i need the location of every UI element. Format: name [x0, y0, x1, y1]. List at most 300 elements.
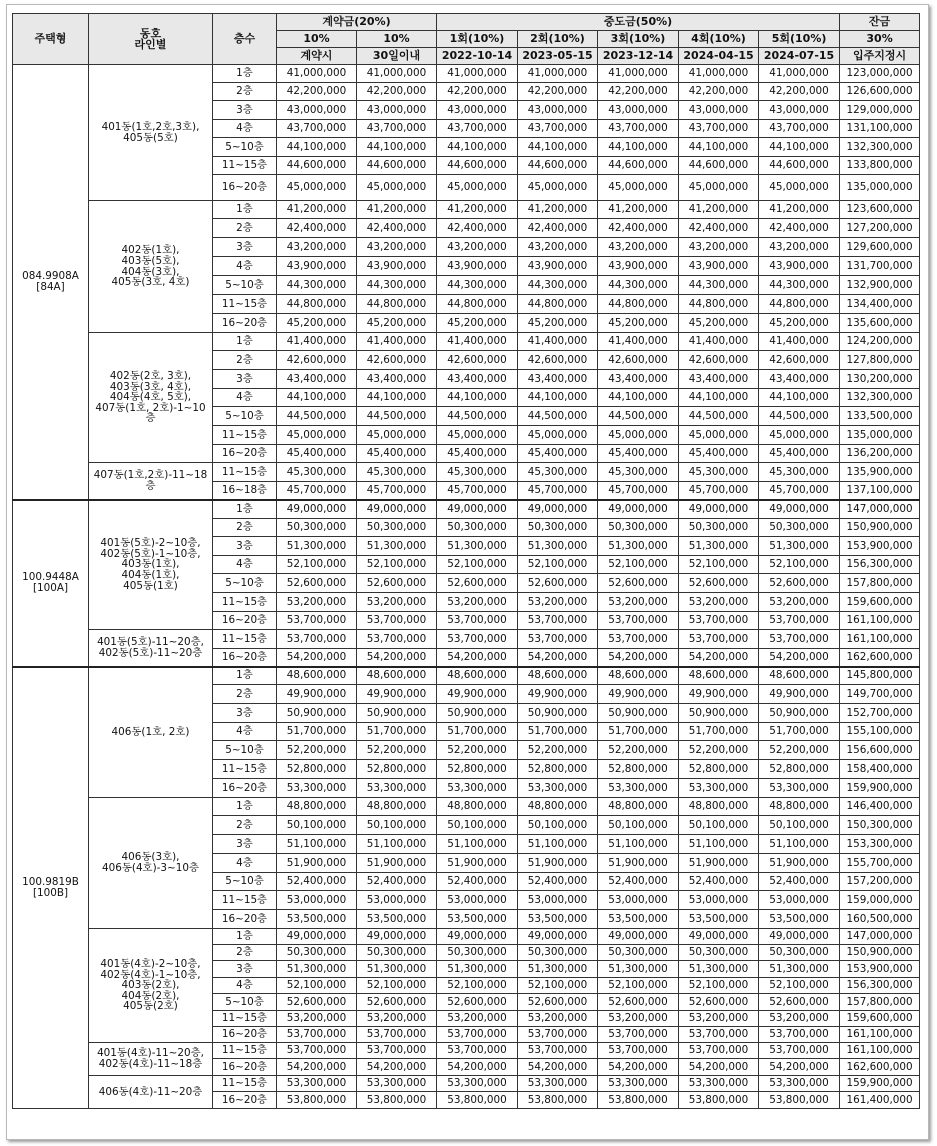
- amount-cell: 41,200,000: [277, 201, 357, 219]
- amount-cell: 42,400,000: [518, 219, 598, 238]
- amount-cell: 53,500,000: [518, 910, 598, 929]
- amount-cell: 50,900,000: [679, 704, 759, 723]
- floor-cell: 4층: [213, 556, 277, 574]
- floor-cell: 11~15층: [213, 1076, 277, 1092]
- floor-cell: 11~15층: [213, 1043, 277, 1059]
- amount-cell: 45,400,000: [598, 445, 679, 463]
- amount-cell: 51,700,000: [437, 723, 518, 741]
- amount-cell: 53,800,000: [598, 1092, 679, 1109]
- amount-cell: 44,500,000: [437, 407, 518, 426]
- amount-cell: 150,900,000: [840, 519, 920, 537]
- amount-cell: 41,200,000: [679, 201, 759, 219]
- amount-cell: 44,100,000: [277, 138, 357, 157]
- amount-cell: 53,800,000: [518, 1092, 598, 1109]
- amount-cell: 52,600,000: [437, 994, 518, 1011]
- amount-cell: 44,800,000: [759, 295, 840, 314]
- amount-cell: 43,200,000: [598, 238, 679, 257]
- amount-cell: 53,700,000: [277, 630, 357, 649]
- amount-cell: 53,800,000: [679, 1092, 759, 1109]
- amount-cell: 153,300,000: [840, 835, 920, 854]
- amount-cell: 52,400,000: [277, 873, 357, 891]
- amount-cell: 44,300,000: [277, 276, 357, 295]
- amount-cell: 44,800,000: [679, 295, 759, 314]
- table-row: [13, 201, 920, 219]
- amount-cell: 53,300,000: [437, 779, 518, 798]
- amount-cell: 52,600,000: [357, 994, 437, 1011]
- amount-cell: 45,300,000: [437, 463, 518, 482]
- building-line-cell: 407동(1호,2호)-11~18층: [89, 463, 213, 500]
- amount-cell: 49,900,000: [759, 685, 840, 704]
- floor-cell: 5~10층: [213, 873, 277, 891]
- amount-cell: 127,200,000: [840, 219, 920, 238]
- header-timing: 2022-10-14: [437, 48, 518, 65]
- amount-cell: 127,800,000: [840, 351, 920, 370]
- amount-cell: 43,200,000: [679, 238, 759, 257]
- floor-cell: 11~15층: [213, 426, 277, 445]
- amount-cell: 52,800,000: [598, 760, 679, 779]
- amount-cell: 41,200,000: [598, 201, 679, 219]
- header-pct: 2회(10%): [518, 31, 598, 48]
- building-line-cell: 401동(4호)-2~10층, 402동(4호)-1~10층, 403동(2호), 404동(2호), 405동(2호): [89, 929, 213, 1043]
- amount-cell: 45,700,000: [598, 482, 679, 500]
- amount-cell: 41,200,000: [357, 201, 437, 219]
- amount-cell: 50,300,000: [357, 945, 437, 961]
- amount-cell: 51,300,000: [598, 961, 679, 978]
- amount-cell: 44,800,000: [357, 295, 437, 314]
- floor-cell: 1층: [213, 667, 277, 685]
- amount-cell: 42,600,000: [357, 351, 437, 370]
- amount-cell: 52,600,000: [759, 994, 840, 1011]
- amount-cell: 45,000,000: [679, 175, 759, 201]
- floor-cell: 16~20층: [213, 649, 277, 667]
- building-line-cell: 406동(1호, 2호): [89, 667, 213, 798]
- amount-cell: 53,700,000: [679, 1027, 759, 1043]
- amount-cell: 51,700,000: [679, 723, 759, 741]
- amount-cell: 159,000,000: [840, 891, 920, 910]
- amount-cell: 53,200,000: [679, 1011, 759, 1027]
- amount-cell: 52,100,000: [679, 556, 759, 574]
- amount-cell: 41,000,000: [598, 65, 679, 83]
- amount-cell: 49,000,000: [679, 929, 759, 945]
- amount-cell: 159,600,000: [840, 593, 920, 612]
- amount-cell: 133,800,000: [840, 157, 920, 175]
- amount-cell: 44,600,000: [437, 157, 518, 175]
- floor-cell: 2층: [213, 945, 277, 961]
- amount-cell: 51,300,000: [518, 961, 598, 978]
- amount-cell: 53,500,000: [437, 910, 518, 929]
- amount-cell: 45,300,000: [518, 463, 598, 482]
- amount-cell: 49,000,000: [277, 929, 357, 945]
- amount-cell: 162,600,000: [840, 649, 920, 667]
- amount-cell: 50,100,000: [357, 816, 437, 835]
- floor-cell: 1층: [213, 929, 277, 945]
- amount-cell: 49,000,000: [598, 500, 679, 519]
- amount-cell: 43,700,000: [277, 120, 357, 138]
- amount-cell: 44,100,000: [437, 389, 518, 407]
- amount-cell: 53,300,000: [518, 1076, 598, 1092]
- amount-cell: 44,100,000: [357, 389, 437, 407]
- amount-cell: 41,000,000: [679, 65, 759, 83]
- amount-cell: 43,000,000: [759, 101, 840, 120]
- amount-cell: 52,100,000: [277, 556, 357, 574]
- amount-cell: 51,300,000: [277, 961, 357, 978]
- amount-cell: 52,100,000: [357, 556, 437, 574]
- floor-cell: 4층: [213, 257, 277, 276]
- amount-cell: 53,700,000: [357, 1027, 437, 1043]
- amount-cell: 45,300,000: [357, 463, 437, 482]
- amount-cell: 51,300,000: [437, 961, 518, 978]
- floor-cell: 5~10층: [213, 407, 277, 426]
- amount-cell: 42,200,000: [277, 83, 357, 101]
- amount-cell: 43,200,000: [437, 238, 518, 257]
- amount-cell: 45,400,000: [759, 445, 840, 463]
- amount-cell: 52,800,000: [277, 760, 357, 779]
- amount-cell: 48,600,000: [518, 667, 598, 685]
- amount-cell: 52,100,000: [598, 978, 679, 994]
- table-row: [13, 500, 920, 519]
- amount-cell: 43,400,000: [759, 370, 840, 389]
- amount-cell: 45,300,000: [759, 463, 840, 482]
- building-line-cell: 401동(4호)-11~20층, 402동(4호)-11~18층: [89, 1043, 213, 1076]
- amount-cell: 43,400,000: [277, 370, 357, 389]
- amount-cell: 53,200,000: [759, 1011, 840, 1027]
- amount-cell: 54,200,000: [679, 1059, 759, 1076]
- floor-cell: 5~10층: [213, 574, 277, 593]
- amount-cell: 41,200,000: [518, 201, 598, 219]
- header-pct: 30%: [840, 31, 920, 48]
- amount-cell: 50,100,000: [598, 816, 679, 835]
- amount-cell: 159,900,000: [840, 779, 920, 798]
- amount-cell: 53,000,000: [679, 891, 759, 910]
- amount-cell: 42,600,000: [679, 351, 759, 370]
- amount-cell: 49,000,000: [759, 500, 840, 519]
- header-pct: 1회(10%): [437, 31, 518, 48]
- amount-cell: 45,200,000: [679, 314, 759, 333]
- amount-cell: 41,400,000: [277, 333, 357, 351]
- amount-cell: 48,600,000: [277, 667, 357, 685]
- amount-cell: 51,900,000: [598, 854, 679, 873]
- amount-cell: 43,000,000: [357, 101, 437, 120]
- amount-cell: 53,700,000: [598, 1027, 679, 1043]
- amount-cell: 53,800,000: [759, 1092, 840, 1109]
- amount-cell: 44,800,000: [518, 295, 598, 314]
- amount-cell: 48,800,000: [598, 798, 679, 816]
- amount-cell: 45,000,000: [357, 426, 437, 445]
- amount-cell: 51,100,000: [437, 835, 518, 854]
- amount-cell: 53,700,000: [277, 612, 357, 630]
- amount-cell: 54,200,000: [357, 649, 437, 667]
- amount-cell: 51,700,000: [598, 723, 679, 741]
- amount-cell: 135,000,000: [840, 426, 920, 445]
- amount-cell: 132,300,000: [840, 389, 920, 407]
- amount-cell: 137,100,000: [840, 482, 920, 500]
- amount-cell: 51,300,000: [277, 537, 357, 556]
- building-line-cell: 406동(4호)-11~20층: [89, 1076, 213, 1109]
- amount-cell: 45,700,000: [518, 482, 598, 500]
- floor-cell: 3층: [213, 370, 277, 389]
- floor-cell: 3층: [213, 537, 277, 556]
- amount-cell: 41,400,000: [759, 333, 840, 351]
- amount-cell: 48,600,000: [598, 667, 679, 685]
- amount-cell: 50,300,000: [598, 945, 679, 961]
- amount-cell: 53,500,000: [679, 910, 759, 929]
- amount-cell: 53,500,000: [598, 910, 679, 929]
- amount-cell: 43,700,000: [679, 120, 759, 138]
- amount-cell: 51,900,000: [357, 854, 437, 873]
- amount-cell: 48,800,000: [277, 798, 357, 816]
- amount-cell: 44,100,000: [759, 389, 840, 407]
- amount-cell: 48,800,000: [518, 798, 598, 816]
- floor-cell: 1층: [213, 201, 277, 219]
- amount-cell: 49,000,000: [598, 929, 679, 945]
- amount-cell: 50,300,000: [759, 519, 840, 537]
- header-timing: 2023-05-15: [518, 48, 598, 65]
- amount-cell: 44,500,000: [357, 407, 437, 426]
- amount-cell: 52,400,000: [679, 873, 759, 891]
- amount-cell: 156,300,000: [840, 978, 920, 994]
- amount-cell: 44,100,000: [679, 138, 759, 157]
- amount-cell: 53,200,000: [518, 593, 598, 612]
- amount-cell: 45,700,000: [437, 482, 518, 500]
- floor-cell: 2층: [213, 816, 277, 835]
- header-balance: 잔금: [840, 14, 920, 31]
- amount-cell: 52,600,000: [518, 994, 598, 1011]
- amount-cell: 52,100,000: [759, 978, 840, 994]
- building-line-cell: 401동(5호)-11~20층, 402동(5호)-11~20층: [89, 630, 213, 667]
- amount-cell: 50,900,000: [437, 704, 518, 723]
- amount-cell: 42,200,000: [437, 83, 518, 101]
- amount-cell: 155,100,000: [840, 723, 920, 741]
- amount-cell: 53,300,000: [357, 779, 437, 798]
- amount-cell: 42,400,000: [357, 219, 437, 238]
- amount-cell: 45,000,000: [357, 175, 437, 201]
- amount-cell: 52,600,000: [759, 574, 840, 593]
- amount-cell: 52,800,000: [679, 760, 759, 779]
- amount-cell: 52,200,000: [759, 741, 840, 760]
- floor-cell: 3층: [213, 704, 277, 723]
- table-row: [13, 1076, 920, 1092]
- amount-cell: 44,300,000: [598, 276, 679, 295]
- amount-cell: 53,300,000: [598, 779, 679, 798]
- floor-cell: 1층: [213, 798, 277, 816]
- amount-cell: 44,500,000: [679, 407, 759, 426]
- amount-cell: 53,300,000: [357, 1076, 437, 1092]
- floor-cell: 16~20층: [213, 1059, 277, 1076]
- header-timing: 계약시: [277, 48, 357, 65]
- amount-cell: 49,900,000: [518, 685, 598, 704]
- amount-cell: 43,200,000: [277, 238, 357, 257]
- amount-cell: 124,200,000: [840, 333, 920, 351]
- amount-cell: 52,100,000: [759, 556, 840, 574]
- floor-cell: 5~10층: [213, 138, 277, 157]
- amount-cell: 45,200,000: [598, 314, 679, 333]
- unit-type-cell: 100.9819B [100B]: [13, 667, 89, 1109]
- floor-cell: 3층: [213, 238, 277, 257]
- amount-cell: 51,300,000: [357, 537, 437, 556]
- amount-cell: 153,900,000: [840, 961, 920, 978]
- amount-cell: 45,200,000: [357, 314, 437, 333]
- amount-cell: 49,900,000: [277, 685, 357, 704]
- floor-cell: 16~18층: [213, 482, 277, 500]
- amount-cell: 43,700,000: [357, 120, 437, 138]
- amount-cell: 43,400,000: [437, 370, 518, 389]
- amount-cell: 41,400,000: [518, 333, 598, 351]
- amount-cell: 132,300,000: [840, 138, 920, 157]
- amount-cell: 42,200,000: [518, 83, 598, 101]
- amount-cell: 50,300,000: [679, 519, 759, 537]
- amount-cell: 53,700,000: [518, 612, 598, 630]
- amount-cell: 53,300,000: [437, 1076, 518, 1092]
- amount-cell: 53,700,000: [437, 630, 518, 649]
- amount-cell: 54,200,000: [759, 1059, 840, 1076]
- amount-cell: 52,100,000: [277, 978, 357, 994]
- amount-cell: 52,600,000: [598, 994, 679, 1011]
- amount-cell: 53,700,000: [277, 1043, 357, 1059]
- amount-cell: 44,100,000: [357, 138, 437, 157]
- amount-cell: 42,400,000: [679, 219, 759, 238]
- amount-cell: 49,000,000: [518, 929, 598, 945]
- header-pct: 10%: [357, 31, 437, 48]
- amount-cell: 43,900,000: [759, 257, 840, 276]
- amount-cell: 52,600,000: [277, 574, 357, 593]
- amount-cell: 146,400,000: [840, 798, 920, 816]
- header-down-payment: 계약금(20%): [277, 14, 437, 31]
- amount-cell: 161,100,000: [840, 612, 920, 630]
- amount-cell: 45,300,000: [277, 463, 357, 482]
- amount-cell: 45,000,000: [759, 426, 840, 445]
- amount-cell: 52,100,000: [598, 556, 679, 574]
- amount-cell: 134,400,000: [840, 295, 920, 314]
- amount-cell: 147,000,000: [840, 929, 920, 945]
- header-timing: 2023-12-14: [598, 48, 679, 65]
- amount-cell: 162,600,000: [840, 1059, 920, 1076]
- amount-cell: 161,400,000: [840, 1092, 920, 1109]
- amount-cell: 53,700,000: [437, 612, 518, 630]
- floor-cell: 3층: [213, 835, 277, 854]
- amount-cell: 45,000,000: [598, 175, 679, 201]
- header-pct: 5회(10%): [759, 31, 840, 48]
- amount-cell: 52,800,000: [518, 760, 598, 779]
- amount-cell: 52,800,000: [759, 760, 840, 779]
- amount-cell: 42,400,000: [437, 219, 518, 238]
- amount-cell: 44,800,000: [277, 295, 357, 314]
- amount-cell: 157,800,000: [840, 574, 920, 593]
- amount-cell: 53,200,000: [277, 1011, 357, 1027]
- amount-cell: 49,000,000: [357, 929, 437, 945]
- amount-cell: 51,700,000: [759, 723, 840, 741]
- amount-cell: 45,000,000: [518, 175, 598, 201]
- amount-cell: 45,000,000: [277, 426, 357, 445]
- table-row: [13, 667, 920, 685]
- amount-cell: 41,200,000: [437, 201, 518, 219]
- amount-cell: 52,100,000: [518, 978, 598, 994]
- amount-cell: 150,300,000: [840, 816, 920, 835]
- floor-cell: 5~10층: [213, 994, 277, 1011]
- amount-cell: 53,700,000: [598, 1043, 679, 1059]
- amount-cell: 49,000,000: [679, 500, 759, 519]
- floor-cell: 1층: [213, 65, 277, 83]
- amount-cell: 54,200,000: [679, 649, 759, 667]
- amount-cell: 52,100,000: [437, 556, 518, 574]
- unit-type-cell: 100.9448A [100A]: [13, 500, 89, 667]
- amount-cell: 43,900,000: [437, 257, 518, 276]
- amount-cell: 43,900,000: [518, 257, 598, 276]
- amount-cell: 49,900,000: [598, 685, 679, 704]
- amount-cell: 156,300,000: [840, 556, 920, 574]
- amount-cell: 51,100,000: [277, 835, 357, 854]
- amount-cell: 41,200,000: [759, 201, 840, 219]
- amount-cell: 129,600,000: [840, 238, 920, 257]
- amount-cell: 45,200,000: [277, 314, 357, 333]
- building-line-cell: 402동(1호), 403동(5호), 404동(3호), 405동(3호, 4호): [89, 201, 213, 333]
- amount-cell: 43,900,000: [679, 257, 759, 276]
- amount-cell: 129,000,000: [840, 101, 920, 120]
- header-pct: 3회(10%): [598, 31, 679, 48]
- amount-cell: 42,200,000: [598, 83, 679, 101]
- amount-cell: 43,900,000: [277, 257, 357, 276]
- amount-cell: 54,200,000: [598, 649, 679, 667]
- amount-cell: 50,100,000: [277, 816, 357, 835]
- floor-cell: 16~20층: [213, 612, 277, 630]
- amount-cell: 41,000,000: [277, 65, 357, 83]
- amount-cell: 41,400,000: [598, 333, 679, 351]
- amount-cell: 42,400,000: [277, 219, 357, 238]
- amount-cell: 52,100,000: [357, 978, 437, 994]
- floor-cell: 2층: [213, 519, 277, 537]
- amount-cell: 53,700,000: [598, 612, 679, 630]
- amount-cell: 53,700,000: [518, 1043, 598, 1059]
- amount-cell: 135,000,000: [840, 175, 920, 201]
- amount-cell: 52,800,000: [437, 760, 518, 779]
- amount-cell: 159,900,000: [840, 1076, 920, 1092]
- amount-cell: 53,700,000: [759, 1027, 840, 1043]
- amount-cell: 52,400,000: [357, 873, 437, 891]
- amount-cell: 52,600,000: [437, 574, 518, 593]
- unit-type-cell: 084.9908A [84A]: [13, 65, 89, 500]
- amount-cell: 54,200,000: [598, 1059, 679, 1076]
- amount-cell: 41,400,000: [679, 333, 759, 351]
- amount-cell: 161,100,000: [840, 1027, 920, 1043]
- amount-cell: 52,200,000: [437, 741, 518, 760]
- table-row: [13, 463, 920, 482]
- amount-cell: 53,200,000: [518, 1011, 598, 1027]
- amount-cell: 51,300,000: [679, 961, 759, 978]
- amount-cell: 51,100,000: [679, 835, 759, 854]
- header-unit-type: 주택형: [13, 14, 89, 65]
- amount-cell: 44,500,000: [518, 407, 598, 426]
- amount-cell: 52,600,000: [277, 994, 357, 1011]
- amount-cell: 50,100,000: [437, 816, 518, 835]
- amount-cell: 51,100,000: [357, 835, 437, 854]
- amount-cell: 50,300,000: [679, 945, 759, 961]
- amount-cell: 53,200,000: [357, 593, 437, 612]
- floor-cell: 11~15층: [213, 157, 277, 175]
- amount-cell: 147,000,000: [840, 500, 920, 519]
- amount-cell: 43,400,000: [679, 370, 759, 389]
- building-line-cell: 402동(2호, 3호), 403동(3호, 4호), 404동(4호, 5호), 407동(1호, 2호)-1~10층: [89, 333, 213, 463]
- amount-cell: 50,100,000: [518, 816, 598, 835]
- amount-cell: 51,300,000: [759, 537, 840, 556]
- amount-cell: 45,000,000: [598, 426, 679, 445]
- amount-cell: 42,200,000: [759, 83, 840, 101]
- amount-cell: 53,000,000: [598, 891, 679, 910]
- amount-cell: 49,000,000: [437, 929, 518, 945]
- amount-cell: 51,100,000: [518, 835, 598, 854]
- amount-cell: 161,100,000: [840, 1043, 920, 1059]
- floor-cell: 5~10층: [213, 741, 277, 760]
- floor-cell: 2층: [213, 83, 277, 101]
- amount-cell: 54,200,000: [277, 649, 357, 667]
